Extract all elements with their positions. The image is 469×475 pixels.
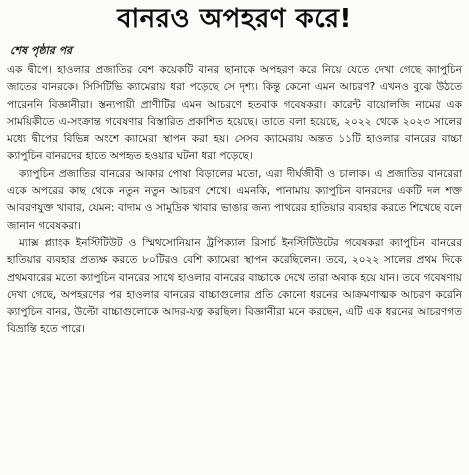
- paragraph-3: ম্যাক্স প্ল্যাংক ইনস্টিটিউট ও স্মিথসোনিয়ান ট্রপিক্যাল রিসার্চ ইনস্টিটিউটের গবেষকরা ক্যাপুচিন বানরের হাতিয়ার ব্যবহার প্রত্যক্ষ করতে ৮০টিরও বেশি ক্যামেরা স্থাপন করেছিলেন। তবে, ২০২২ সালের প্রথম দিকে প্রথমবারের মতো ক্যাপুচিন বানরের সাথে হাওলার বানরের বাচ্চাকে দেখে তারা অবাক হয়ে যান। তবে গবেষণায় দেখা গেছে, অপহরণের পর হাওলার বানরের বাচ্চাগুলোর প্রতি কোনো ধরনের আক্রমণাত্মক আচরণ করেনি ক্যাপুচিন বানর, উল্টো বাচ্চাগুলোকে আদর-যত্ন করছিল। বিজ্ঞানীরা মনে করছেন, এটি এক ধরনের আচরণগত বিভ্রান্তি হতে পারে।: [7, 236, 462, 336]
- continued-from-label: শেষ পৃষ্ঠার পর: [10, 44, 73, 57]
- headline: বানরও অপহরণ করে!: [117, 4, 352, 34]
- paragraph-2: ক্যাপুচিন প্রজাতির বানরের আকার পোষা বিড়ালের মতো, এরা দীর্ঘজীবী ও চালাক। এ প্রজাতির বানরেরা একে অপরের কাছ থেকে নতুন নতুন আচরণ শেখে। এমনকি, পানামায় ক্যাপুচিন বানরদের একটি দল শক্ত আবরণযুক্ত খাবার, যেমন: বাদাম ও সামুদ্রিক খাবার ভাঙার জন্য পাথরের হাতিয়ার ব্যবহার করতে শিখেছে বলে জানান গবেষকরা।: [7, 167, 462, 232]
- article-body: [7, 62, 462, 339]
- paragraph-1: এক দ্বীপে। হাওলার প্রজাতির বেশ কয়েকটি বানর ছানাকে অপহরণ করে নিয়ে যেতে দেখা গেছে ক্যাপুচিন জাতের বানরকে। সিসিটিভি ক্যামেরায় ধরা পড়েছে সে দৃশ্য। কিন্তু কেনো এমন আচরণ? এখনও বুঝে উঠতে পারেননি বিজ্ঞানীরা। স্তন্যপায়ী প্রাণীটির এমন আচরণে হতবাক গবেষকরা। কারেন্ট বায়োলজি নামের এক সাময়িকীতে এ-সংক্রান্ত গবেষণার বিস্তারিত প্রকাশিত হয়েছে। তাতে বলা হয়েছে, ২০২২ থেকে ২০২৩ সালের মধ্যে দ্বীপের বিভিন্ন অংশে ক্যামেরা স্থাপন করা হয়। সেসব ক্যামেরায় অন্তত ১১টি হাওলার বানরের বাচ্চা ক্যাপুচিন বানরদের হাতে অপহৃত হওয়ার ঘটনা ধরা পড়েছে।: [7, 64, 462, 163]
